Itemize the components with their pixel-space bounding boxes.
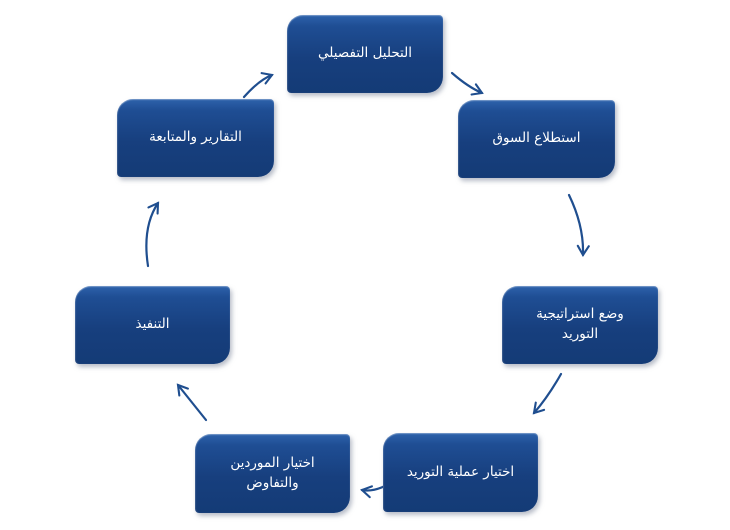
arrow-process-to-suppliers <box>362 486 385 491</box>
arrow-suppliers-to-execution <box>178 385 206 420</box>
node-detailed-analysis <box>287 15 443 93</box>
node-market-survey <box>458 100 615 178</box>
node-label: التحليل التفصيلي <box>318 45 412 62</box>
arrow-strategy-to-process <box>534 374 561 413</box>
arrow-execution-to-reports <box>146 203 158 266</box>
node-label: اختيار الموردين والتفاوض <box>230 454 315 491</box>
node-choose-suppliers-negotiation <box>195 434 350 513</box>
node-execution <box>75 286 230 364</box>
node-label: اختيار عملية التوريد <box>406 463 515 480</box>
node-reports-followup <box>117 99 274 177</box>
arrow-survey-to-strategy <box>569 195 583 255</box>
arrow-reports-to-analysis <box>244 75 272 97</box>
node-label: وضع استراتيجية التوريد <box>536 306 624 342</box>
node-label: التقارير والمتابعة <box>149 129 242 146</box>
node-set-supply-strategy <box>502 286 658 364</box>
node-label: التنفيذ <box>135 316 170 333</box>
node-label: استطلاع السوق <box>492 130 581 147</box>
arrow-analysis-to-survey <box>452 73 482 93</box>
node-choose-supply-process <box>383 433 538 512</box>
